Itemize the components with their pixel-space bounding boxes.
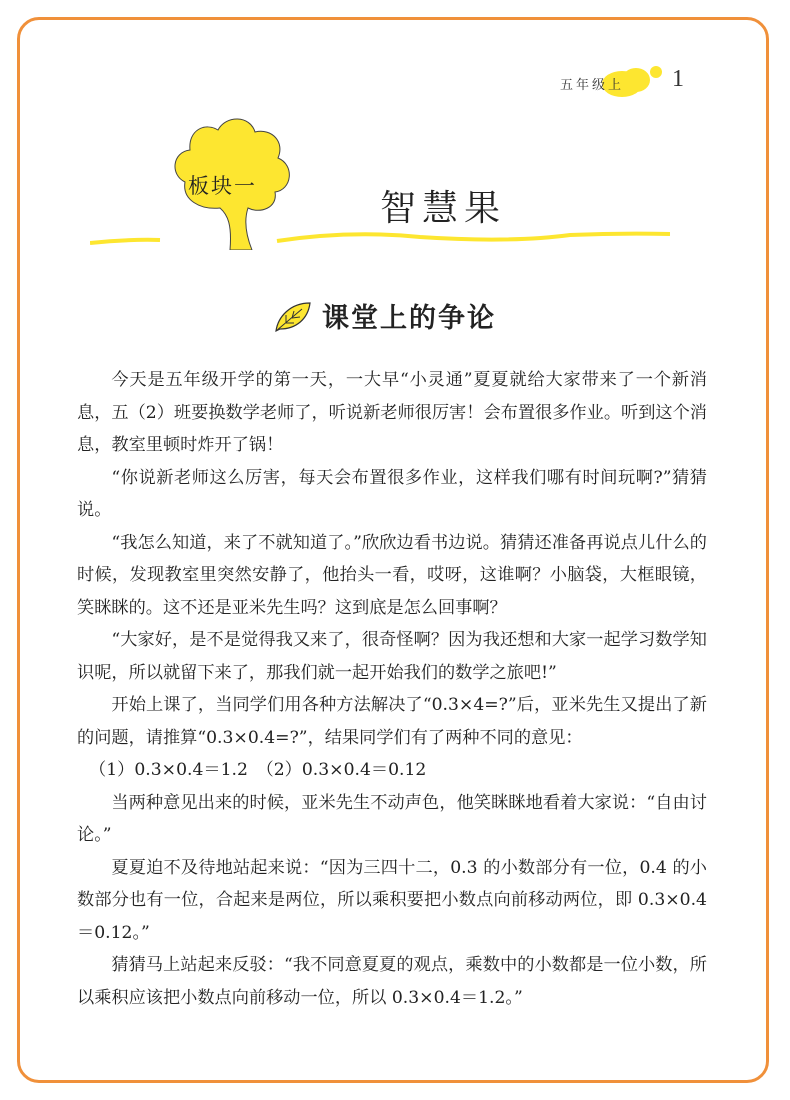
paragraph: 今天是五年级开学的第一天，一大早“小灵通”夏夏就给大家带来了一个新消息，五（2）班要换数学老师了，听说新老师很厉害！会布置很多作业。听到这个消息，教室里顿时炸开了锅！ (77, 370, 707, 455)
paragraph: “大家好，是不是觉得我又来了，很奇怪啊？因为我还想和大家一起学习数学知识呢，所以就留下来了，那我们就一起开始我们的数学之旅吧!” (77, 630, 707, 683)
paragraph: “我怎么知道，来了不就知道了。”欣欣边看书边说。猜猜还准备再说点儿什么的时候，发现教室里突然安静了，他抬头一看，哎呀，这谁啊？小脑袋，大框眼镜，笑眯眯的。这不还是亚米先生吗？这到底是怎么回事啊？ (77, 532, 707, 618)
block-label: 板块一 (188, 174, 257, 198)
paragraph: “你说新老师这么厉害，每天会布置很多作业，这样我们哪有时间玩啊?”猜猜说。 (77, 467, 707, 520)
paragraph: 猜猜马上站起来反驳：“我不同意夏夏的观点，乘数中的小数都是一位小数，所以乘积应该把小数点向前移动一位，所以 0.3×0.4＝1.2。” (77, 955, 707, 1008)
story-heading (272, 296, 496, 335)
story-body (77, 364, 707, 1014)
story-title: 课堂上的争论 (322, 303, 496, 334)
page-number: 1 (672, 66, 684, 92)
paragraph: 开始上课了，当同学们用各种方法解决了“0.3×4=?”后，亚米先生又提出了新的问题，请推算“0.3×0.4=?”，结果同学们有了两种不同的意见： (77, 695, 707, 748)
grade-label: 五年级上 (560, 78, 625, 93)
paragraph: 夏夏迫不及待地站起来说：“因为三四十二，0.3 的小数部分有一位，0.4 的小数部分也有一位，合起来是两位，所以乘积要把小数点向前移动两位，即 0.3×0.4＝0.12。” (77, 857, 707, 943)
paragraph: 当两种意见出来的时候，亚米先生不动声色，他笑眯眯地看着大家说：“自由讨论。” (77, 792, 707, 845)
leaf-icon (272, 299, 312, 333)
section-title: 智慧果 (380, 188, 507, 229)
answer-options: （1）0.3×0.4＝1.2 （2）0.3×0.4＝0.12 (89, 760, 427, 780)
